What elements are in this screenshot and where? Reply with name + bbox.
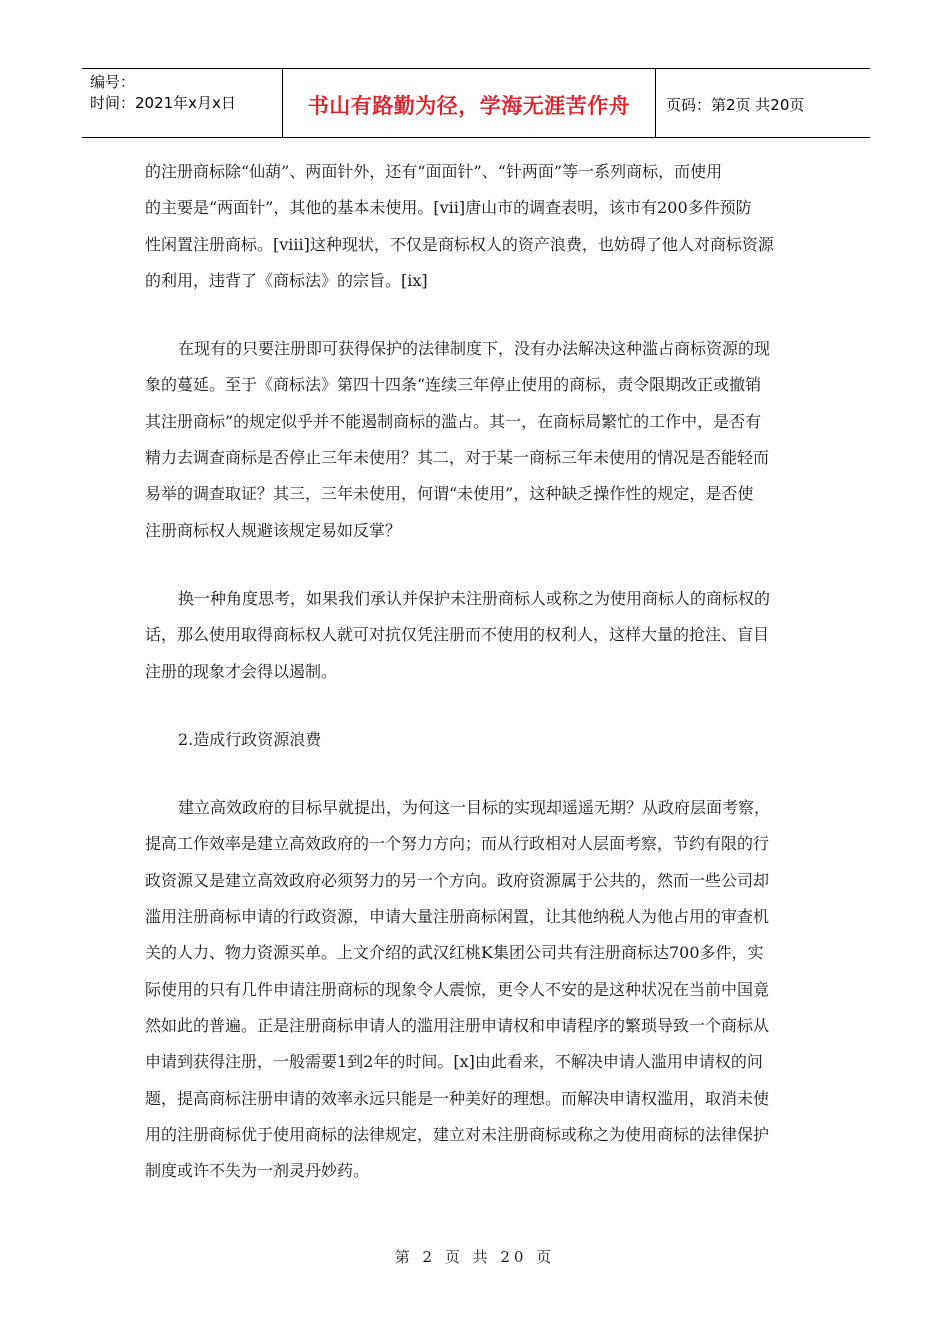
paragraph-3 [145,581,813,690]
paragraph-line: 注册的现象才会得以遏制。 [145,661,338,681]
paragraph-line: 际使用的只有几件申请注册商标的现象令人震惊，更令人不安的是这种状况在当前中国竟 [145,979,770,999]
paragraph-line: 的利用，违背了《商标法》的宗旨。[ix] [145,270,428,290]
paragraph-line: 易举的调查取证？其三，三年未使用，何谓“未使用”，这种缺乏操作性的规定，是否使 [145,484,754,504]
paragraph-line: 制度或许不失为一剂灵丹妙药。 [145,1161,370,1181]
paragraph-line: 精力去调查商标是否停止三年未使用？其二，对于某一商标三年未使用的情况是否能轻而 [145,448,770,468]
paragraph-line: 滥用注册商标申请的行政资源，申请大量注册商标闲置，让其他纳税人为他占用的审查机 [145,907,770,927]
paragraph-4 [145,790,813,1189]
paragraph-line: 在现有的只要注册即可获得保护的法律制度下，没有办法解决这种滥占商标资源的现 [178,339,771,359]
header-page-info: 页码：第2页 共20页 [666,95,805,114]
paragraph-line: 的主要是“两面针”，其他的基本未使用。[vii]唐山市的调查表明，该市有200多件预防 [145,198,752,218]
header-motto: 书山有路勤为径，学海无涯苦作舟 [307,94,631,118]
document-header [82,68,870,138]
document-number-label: 编号： [90,73,136,91]
paragraph-line: 申请到获得注册，一般需要1到2年的时间。[x]由此看来，不解决申请人滥用申请权的问 [145,1052,763,1072]
paragraph-line: 关的人力、物力资源买单。上文介绍的武汉红桃K集团公司共有注册商标达700多件，实 [145,943,764,963]
paragraph-line: 性闲置注册商标。[viii]这种现状，不仅是商标权人的资产浪费，也妨碍了他人对商标资源 [145,234,774,254]
paragraph-line: 然如此的普遍。正是注册商标申请人的滥用注册申请权和申请程序的繁琐导致一个商标从 [145,1015,770,1035]
paragraph-line: 提高工作效率是建立高效政府的一个努力方向；而从行政相对人层面考察，节约有限的行 [145,834,770,854]
page-footer: 第 2 页 共 20 页 [394,1248,556,1266]
paragraph-line: 的注册商标除“仙葫”、两面针外，还有“面面针”、“针两面”等一系列商标，而使用 [145,162,723,181]
paragraph-line: 注册商标权人规避该规定易如反掌？ [145,520,402,540]
section-heading-text: 2.造成行政资源浪费 [178,729,322,749]
document-date-label: 时间：2021年x月x日 [90,94,236,112]
document-body [145,154,813,1189]
paragraph-line: 题，提高商标注册申请的效率永远只能是一种美好的理想。而解决申请权滥用，取消未使 [145,1088,770,1108]
paragraph-line: 政资源又是建立高效政府必须努力的另一个方向。政府资源属于公共的，然而一些公司却 [145,870,770,890]
paragraph-line: 象的蔓延。至于《商标法》第四十四条“连续三年停止使用的商标，责令限期改正或撤销 [145,375,762,395]
paragraph-line: 建立高效政府的目标早就提出，为何这一目标的实现却遥遥无期？从政府层面考察， [178,798,771,818]
paragraph-1 [145,154,813,299]
paragraph-line: 换一种角度思考，如果我们承认并保护未注册商标人或称之为使用商标人的商标权的 [178,588,771,608]
header-meta [82,69,282,137]
paragraph-line: 用的注册商标优于使用商标的法律规定，建立对未注册商标或称之为使用商标的法律保护 [145,1124,770,1144]
paragraph-line: 话，那么使用取得商标权人就可对抗仅凭注册而不使用的权利人，这样大量的抢注、盲目 [145,625,770,645]
header-motto-cell [282,69,656,137]
paragraph-line: 其注册商标”的规定似乎并不能遏制商标的滥占。其一，在商标局繁忙的工作中，是否有 [145,411,762,431]
paragraph-2 [145,331,813,549]
section-heading [145,722,813,758]
